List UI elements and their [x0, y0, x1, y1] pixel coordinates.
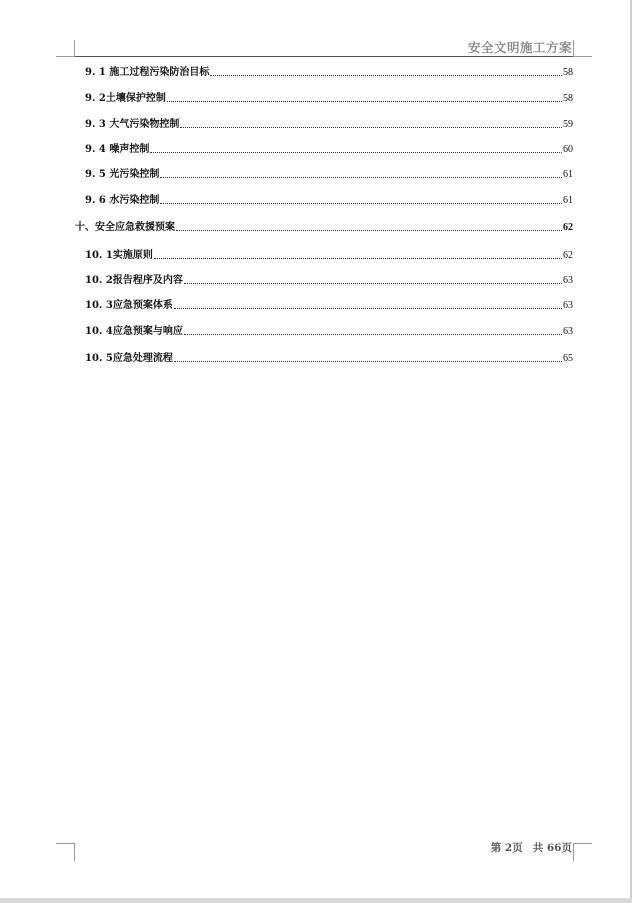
toc-dot-leader — [180, 126, 562, 128]
toc-entry-label: 10. 3应急预案体系 — [85, 300, 173, 311]
toc-entry-label: 10. 5应急处理流程 — [85, 353, 173, 364]
crop-mark-top-right — [573, 40, 574, 57]
page-footer — [491, 840, 572, 855]
crop-mark-top-left — [74, 40, 75, 57]
toc-dot-leader — [174, 307, 562, 309]
toc-dot-leader — [167, 100, 562, 102]
toc-dot-leader — [160, 202, 562, 204]
crop-mark-bottom-right — [573, 843, 574, 861]
toc-entry[interactable] — [75, 323, 573, 338]
toc-dot-leader — [160, 176, 562, 178]
toc-entry-page-number: 62 — [563, 222, 573, 233]
toc-entry-page-number: 58 — [563, 67, 573, 78]
total-page-count: 共 66页 — [532, 842, 572, 854]
toc-entry-page-number: 58 — [563, 93, 573, 104]
toc-entry[interactable] — [75, 116, 573, 131]
toc-entry-label: 9. 1 施工过程污染防治目标 — [85, 67, 210, 78]
toc-entry-page-number: 65 — [563, 353, 573, 364]
crop-mark-bottom-left — [74, 843, 75, 861]
toc-entry-label: 9. 3 大气污染物控制 — [85, 119, 180, 130]
crop-mark-top-left-h — [56, 56, 75, 57]
toc-entry-page-number: 61 — [563, 195, 573, 206]
toc-entry[interactable] — [75, 350, 573, 365]
toc-entry-label: 9. 6 水污染控制 — [85, 195, 160, 206]
toc-entry-page-number: 61 — [563, 169, 573, 180]
toc-entry[interactable] — [75, 247, 573, 262]
toc-entry-label: 十、安全应急救援预案 — [75, 222, 175, 233]
toc-dot-leader — [210, 74, 562, 76]
header-rule — [75, 56, 573, 57]
toc-dot-leader — [184, 333, 562, 335]
toc-dot-leader — [154, 257, 562, 259]
toc-entry-label: 9. 4 噪声控制 — [85, 144, 150, 155]
toc-entry-page-number: 63 — [563, 275, 573, 286]
toc-dot-leader — [150, 151, 562, 153]
toc-entry[interactable] — [75, 192, 573, 207]
crop-mark-bottom-left-h — [56, 843, 75, 844]
toc-entry[interactable] — [75, 90, 573, 105]
toc-entry[interactable] — [75, 272, 573, 287]
toc-entry-page-number: 62 — [563, 250, 573, 261]
header-title: 安全文明施工方案 — [467, 40, 572, 55]
toc-dot-leader — [184, 282, 562, 284]
toc-entry-label: 10. 2报告程序及内容 — [85, 275, 183, 286]
toc-dot-leader — [174, 360, 562, 362]
toc-entry[interactable] — [75, 219, 573, 234]
toc-entry[interactable] — [75, 166, 573, 181]
current-page-number: 第 2页 — [490, 842, 523, 854]
toc-entry[interactable] — [75, 141, 573, 156]
crop-mark-top-right-h — [573, 56, 592, 57]
toc-entry-label: 9. 5 光污染控制 — [85, 169, 160, 180]
toc-entry[interactable] — [75, 64, 573, 79]
toc-entry-label: 10. 4应急预案与响应 — [85, 326, 183, 337]
toc-entry-page-number: 63 — [563, 300, 573, 311]
toc-entry-page-number: 60 — [563, 144, 573, 155]
toc-entry-page-number: 63 — [563, 326, 573, 337]
toc-entry-page-number: 59 — [563, 119, 573, 130]
crop-mark-bottom-right-h — [573, 843, 592, 844]
toc-dot-leader — [176, 229, 562, 231]
toc-entry[interactable] — [75, 297, 573, 312]
toc-entry-label: 9. 2土壤保护控制 — [85, 93, 166, 104]
toc-entry-label: 10. 1实施原则 — [85, 250, 153, 261]
